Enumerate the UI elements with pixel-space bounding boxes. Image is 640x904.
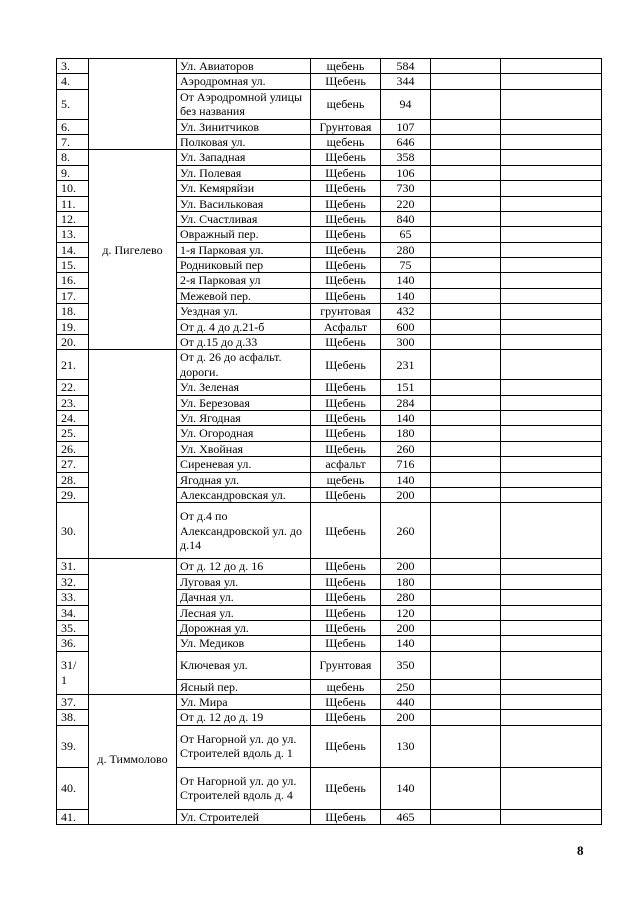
- empty-cell: [501, 74, 602, 89]
- road-length: 140: [381, 410, 431, 425]
- empty-cell: [501, 441, 602, 456]
- empty-cell: [501, 487, 602, 502]
- coverage-type: Щебень: [311, 227, 381, 242]
- road-length: 140: [381, 636, 431, 651]
- row-number: 14.: [57, 242, 89, 257]
- coverage-type: Щебень: [311, 636, 381, 651]
- empty-cell: [431, 441, 501, 456]
- empty-cell: [431, 196, 501, 211]
- empty-cell: [431, 134, 501, 149]
- coverage-type: щебень: [311, 679, 381, 694]
- road-length: 180: [381, 426, 431, 441]
- coverage-type: Щебень: [311, 165, 381, 180]
- row-number: 12.: [57, 211, 89, 226]
- empty-cell: [501, 59, 602, 74]
- empty-cell: [431, 350, 501, 380]
- coverage-type: Щебень: [311, 258, 381, 273]
- street-name: Ключевая ул.: [177, 651, 311, 679]
- road-length: 600: [381, 319, 431, 334]
- village-name: д. Тиммолово: [89, 695, 177, 825]
- empty-cell: [501, 395, 602, 410]
- table-row: [57, 59, 602, 74]
- road-length: 432: [381, 304, 431, 319]
- road-length: 75: [381, 258, 431, 273]
- empty-cell: [501, 134, 602, 149]
- empty-cell: [431, 426, 501, 441]
- road-length: 300: [381, 335, 431, 350]
- row-number: 38.: [57, 710, 89, 725]
- street-name: Уездная ул.: [177, 304, 311, 319]
- empty-cell: [431, 503, 501, 559]
- road-length: 200: [381, 710, 431, 725]
- street-name: От д. 26 до асфальт. дороги.: [177, 350, 311, 380]
- row-number: 27.: [57, 457, 89, 472]
- street-name: Ул. Зинитчиков: [177, 119, 311, 134]
- empty-cell: [501, 304, 602, 319]
- street-name: Полковая ул.: [177, 134, 311, 149]
- empty-cell: [431, 767, 501, 809]
- empty-cell: [431, 74, 501, 89]
- coverage-type: Щебень: [311, 695, 381, 710]
- row-number: 26.: [57, 441, 89, 456]
- coverage-type: Грунтовая: [311, 119, 381, 134]
- street-name: Ул. Березовая: [177, 395, 311, 410]
- road-length: 250: [381, 679, 431, 694]
- road-length: 65: [381, 227, 431, 242]
- road-length: 140: [381, 288, 431, 303]
- street-name: От д.4 по Александровской ул. до д.14: [177, 503, 311, 559]
- empty-cell: [501, 725, 602, 767]
- coverage-type: Щебень: [311, 725, 381, 767]
- empty-cell: [431, 620, 501, 635]
- coverage-type: Щебень: [311, 273, 381, 288]
- street-name: Ул. Строителей: [177, 809, 311, 824]
- coverage-type: Щебень: [311, 574, 381, 589]
- row-number: 30.: [57, 503, 89, 559]
- row-number: 37.: [57, 695, 89, 710]
- row-number: 35.: [57, 620, 89, 635]
- empty-cell: [501, 457, 602, 472]
- row-number: 20.: [57, 335, 89, 350]
- row-number: 29.: [57, 487, 89, 502]
- road-length: 140: [381, 273, 431, 288]
- street-name: Ул. Полевая: [177, 165, 311, 180]
- coverage-type: Щебень: [311, 426, 381, 441]
- empty-cell: [501, 503, 602, 559]
- coverage-type: Щебень: [311, 335, 381, 350]
- coverage-type: Щебень: [311, 380, 381, 395]
- table-row: [57, 695, 602, 710]
- empty-cell: [501, 227, 602, 242]
- row-number: 19.: [57, 319, 89, 334]
- empty-cell: [501, 710, 602, 725]
- empty-cell: [501, 380, 602, 395]
- row-number: 16.: [57, 273, 89, 288]
- empty-cell: [431, 725, 501, 767]
- row-number: 33.: [57, 590, 89, 605]
- empty-cell: [501, 651, 602, 679]
- empty-cell: [431, 273, 501, 288]
- street-name: Луговая ул.: [177, 574, 311, 589]
- row-number: 32.: [57, 574, 89, 589]
- road-length: 106: [381, 165, 431, 180]
- village-name: [89, 559, 177, 695]
- row-number: 40.: [57, 767, 89, 809]
- street-name: Ул. Васильковая: [177, 196, 311, 211]
- road-length: 284: [381, 395, 431, 410]
- row-number: 31.: [57, 559, 89, 574]
- coverage-type: Щебень: [311, 503, 381, 559]
- street-name: Овражный пер.: [177, 227, 311, 242]
- road-length: 840: [381, 211, 431, 226]
- empty-cell: [431, 258, 501, 273]
- coverage-type: Щебень: [311, 767, 381, 809]
- empty-cell: [501, 426, 602, 441]
- row-number: 24.: [57, 410, 89, 425]
- road-length: 280: [381, 590, 431, 605]
- row-number: 23.: [57, 395, 89, 410]
- empty-cell: [431, 211, 501, 226]
- road-length: 107: [381, 119, 431, 134]
- coverage-type: Грунтовая: [311, 651, 381, 679]
- empty-cell: [501, 165, 602, 180]
- empty-cell: [431, 590, 501, 605]
- empty-cell: [501, 350, 602, 380]
- road-length: 200: [381, 487, 431, 502]
- empty-cell: [501, 574, 602, 589]
- empty-cell: [431, 288, 501, 303]
- table-row: [57, 559, 602, 574]
- empty-cell: [431, 150, 501, 165]
- empty-cell: [501, 472, 602, 487]
- coverage-type: грунтовая: [311, 304, 381, 319]
- empty-cell: [501, 590, 602, 605]
- street-name: От д.15 до д.33: [177, 335, 311, 350]
- road-length: 260: [381, 441, 431, 456]
- street-name: Ягодная ул.: [177, 472, 311, 487]
- road-length: 465: [381, 809, 431, 824]
- street-name: Ул. Авиаторов: [177, 59, 311, 74]
- row-number: 25.: [57, 426, 89, 441]
- empty-cell: [431, 59, 501, 74]
- empty-cell: [501, 211, 602, 226]
- coverage-type: Щебень: [311, 74, 381, 89]
- coverage-type: щебень: [311, 59, 381, 74]
- row-number: 34.: [57, 605, 89, 620]
- empty-cell: [501, 319, 602, 334]
- coverage-type: Щебень: [311, 150, 381, 165]
- empty-cell: [501, 273, 602, 288]
- row-number: 13.: [57, 227, 89, 242]
- road-length: 180: [381, 574, 431, 589]
- street-name: Ясный пер.: [177, 679, 311, 694]
- road-length: 730: [381, 181, 431, 196]
- coverage-type: Щебень: [311, 809, 381, 824]
- empty-cell: [501, 119, 602, 134]
- empty-cell: [431, 319, 501, 334]
- street-name: Сиреневая ул.: [177, 457, 311, 472]
- empty-cell: [501, 150, 602, 165]
- road-length: 200: [381, 559, 431, 574]
- empty-cell: [431, 605, 501, 620]
- coverage-type: Щебень: [311, 181, 381, 196]
- street-name: Межевой пер.: [177, 288, 311, 303]
- empty-cell: [431, 710, 501, 725]
- empty-cell: [431, 89, 501, 119]
- empty-cell: [431, 472, 501, 487]
- row-number: 18.: [57, 304, 89, 319]
- empty-cell: [501, 636, 602, 651]
- road-length: 200: [381, 620, 431, 635]
- coverage-type: Щебень: [311, 441, 381, 456]
- empty-cell: [431, 636, 501, 651]
- empty-cell: [501, 242, 602, 257]
- street-name: От д. 12 до д. 16: [177, 559, 311, 574]
- row-number: 41.: [57, 809, 89, 824]
- coverage-type: Щебень: [311, 196, 381, 211]
- road-length: 584: [381, 59, 431, 74]
- street-name: 1-я Парковая ул.: [177, 242, 311, 257]
- coverage-type: Щебень: [311, 395, 381, 410]
- coverage-type: щебень: [311, 134, 381, 149]
- empty-cell: [501, 620, 602, 635]
- street-name: Лесная ул.: [177, 605, 311, 620]
- road-length: 140: [381, 472, 431, 487]
- empty-cell: [501, 335, 602, 350]
- coverage-type: щебень: [311, 89, 381, 119]
- empty-cell: [431, 457, 501, 472]
- empty-cell: [431, 395, 501, 410]
- empty-cell: [501, 181, 602, 196]
- street-name: От д. 12 до д. 19: [177, 710, 311, 725]
- empty-cell: [501, 767, 602, 809]
- street-name: Дачная ул.: [177, 590, 311, 605]
- village-name: [89, 59, 177, 150]
- coverage-type: щебень: [311, 472, 381, 487]
- road-length: 94: [381, 89, 431, 119]
- empty-cell: [431, 227, 501, 242]
- street-name: Александровская ул.: [177, 487, 311, 502]
- row-number: 4.: [57, 74, 89, 89]
- coverage-type: асфальт: [311, 457, 381, 472]
- coverage-type: Щебень: [311, 710, 381, 725]
- coverage-type: Щебень: [311, 242, 381, 257]
- road-length: 646: [381, 134, 431, 149]
- empty-cell: [501, 196, 602, 211]
- empty-cell: [431, 335, 501, 350]
- empty-cell: [431, 695, 501, 710]
- empty-cell: [501, 288, 602, 303]
- coverage-type: Щебень: [311, 605, 381, 620]
- empty-cell: [431, 165, 501, 180]
- empty-cell: [501, 679, 602, 694]
- empty-cell: [501, 559, 602, 574]
- empty-cell: [431, 380, 501, 395]
- coverage-type: Щебень: [311, 410, 381, 425]
- table-row: [57, 150, 602, 165]
- empty-cell: [431, 574, 501, 589]
- coverage-type: Щебень: [311, 590, 381, 605]
- empty-cell: [501, 809, 602, 824]
- roads-table: [56, 58, 602, 825]
- road-length: 151: [381, 380, 431, 395]
- row-number: 21.: [57, 350, 89, 380]
- empty-cell: [431, 119, 501, 134]
- road-length: 440: [381, 695, 431, 710]
- empty-cell: [431, 809, 501, 824]
- row-number: 31/ 1: [57, 651, 89, 694]
- street-name: От Нагорной ул. до ул. Строителей вдоль д. 1: [177, 725, 311, 767]
- empty-cell: [431, 651, 501, 679]
- empty-cell: [501, 695, 602, 710]
- empty-cell: [501, 258, 602, 273]
- street-name: Ул. Западная: [177, 150, 311, 165]
- row-number: 3.: [57, 59, 89, 74]
- empty-cell: [431, 242, 501, 257]
- coverage-type: Щебень: [311, 350, 381, 380]
- road-length: 358: [381, 150, 431, 165]
- coverage-type: Щебень: [311, 559, 381, 574]
- street-name: Ул. Огородная: [177, 426, 311, 441]
- empty-cell: [431, 181, 501, 196]
- row-number: 7.: [57, 134, 89, 149]
- street-name: Дорожная ул.: [177, 620, 311, 635]
- street-name: 2-я Парковая ул: [177, 273, 311, 288]
- street-name: От Нагорной ул. до ул. Строителей вдоль д. 4: [177, 767, 311, 809]
- street-name: Аэродромная ул.: [177, 74, 311, 89]
- road-length: 120: [381, 605, 431, 620]
- street-name: От Аэродромной улицы без названия: [177, 89, 311, 119]
- row-number: 22.: [57, 380, 89, 395]
- row-number: 5.: [57, 89, 89, 119]
- empty-cell: [431, 679, 501, 694]
- road-length: 130: [381, 725, 431, 767]
- road-length: 344: [381, 74, 431, 89]
- road-length: 350: [381, 651, 431, 679]
- road-length: 280: [381, 242, 431, 257]
- street-name: Ул. Хвойная: [177, 441, 311, 456]
- street-name: Ул. Мира: [177, 695, 311, 710]
- village-name: [89, 350, 177, 559]
- row-number: 28.: [57, 472, 89, 487]
- street-name: Ул. Ягодная: [177, 410, 311, 425]
- road-length: 231: [381, 350, 431, 380]
- street-name: Ул. Кемяряйзи: [177, 181, 311, 196]
- empty-cell: [501, 410, 602, 425]
- roads-table-body: [57, 59, 602, 825]
- road-length: 220: [381, 196, 431, 211]
- row-number: 11.: [57, 196, 89, 211]
- row-number: 10.: [57, 181, 89, 196]
- row-number: 36.: [57, 636, 89, 651]
- road-length: 260: [381, 503, 431, 559]
- coverage-type: Щебень: [311, 487, 381, 502]
- coverage-type: Щебень: [311, 288, 381, 303]
- street-name: Ул. Медиков: [177, 636, 311, 651]
- empty-cell: [431, 410, 501, 425]
- street-name: Родниковый пер: [177, 258, 311, 273]
- street-name: Ул. Зеленая: [177, 380, 311, 395]
- row-number: 8.: [57, 150, 89, 165]
- street-name: От д. 4 до д.21-б: [177, 319, 311, 334]
- row-number: 39.: [57, 725, 89, 767]
- table-row: [57, 350, 602, 380]
- empty-cell: [501, 89, 602, 119]
- row-number: 6.: [57, 119, 89, 134]
- empty-cell: [501, 605, 602, 620]
- empty-cell: [431, 487, 501, 502]
- empty-cell: [431, 304, 501, 319]
- row-number: 17.: [57, 288, 89, 303]
- street-name: Ул. Счастливая: [177, 211, 311, 226]
- empty-cell: [431, 559, 501, 574]
- coverage-type: Щебень: [311, 211, 381, 226]
- row-number: 15.: [57, 258, 89, 273]
- village-name: д. Пигелево: [89, 150, 177, 350]
- page-number: 8: [577, 843, 584, 858]
- road-length: 716: [381, 457, 431, 472]
- road-length: 140: [381, 767, 431, 809]
- row-number: 9.: [57, 165, 89, 180]
- coverage-type: Щебень: [311, 620, 381, 635]
- coverage-type: Асфальт: [311, 319, 381, 334]
